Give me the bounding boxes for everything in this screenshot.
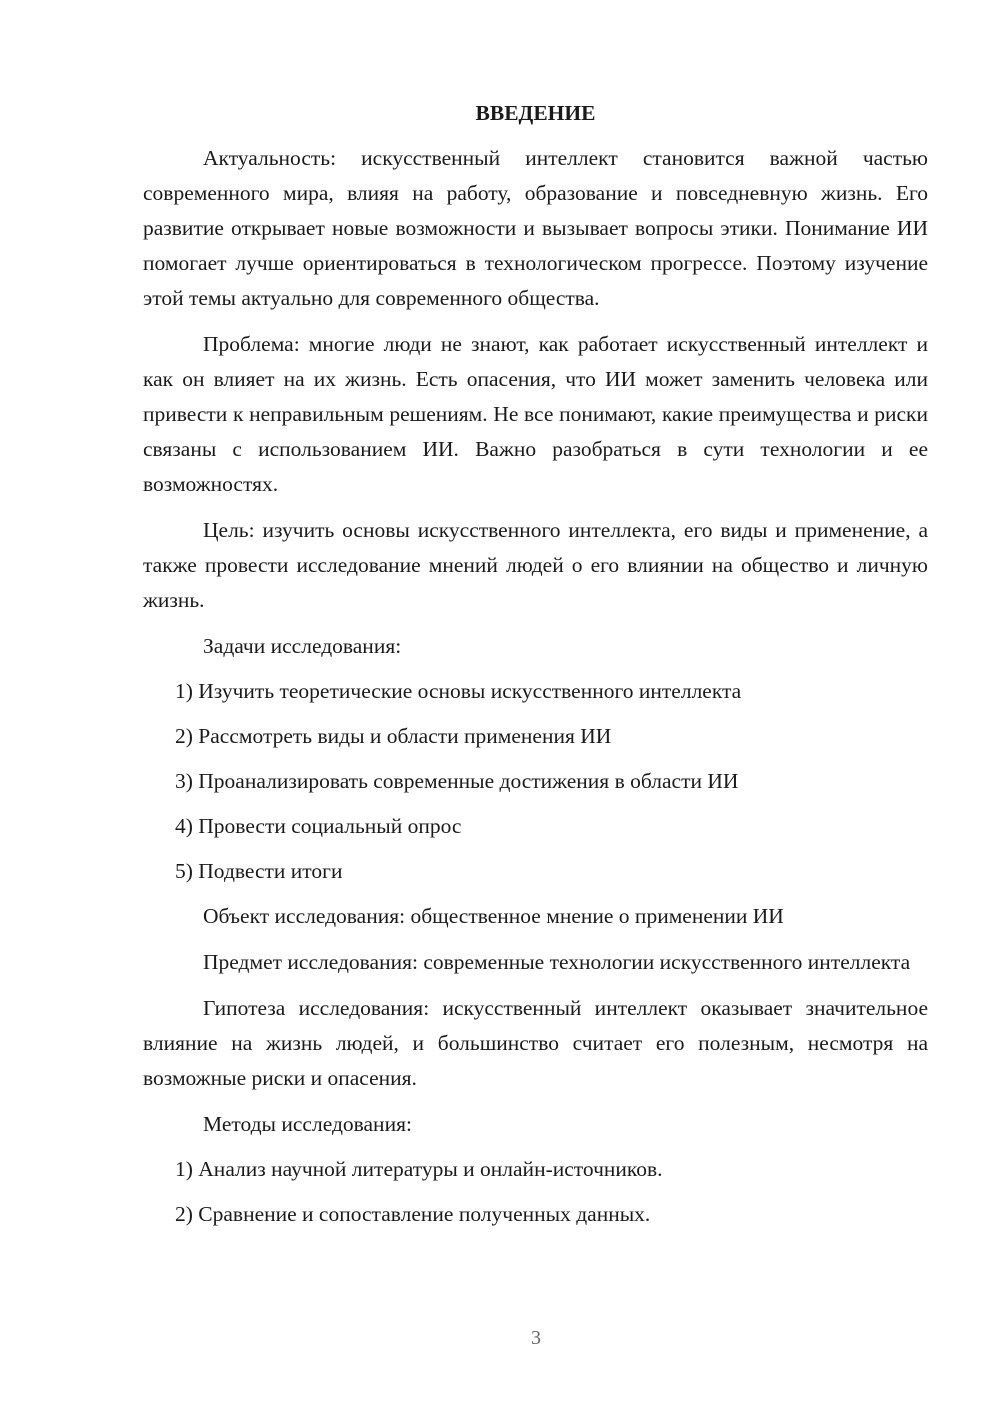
list-item: 2) Сравнение и сопоставление полученных данных. bbox=[175, 1202, 651, 1226]
section-title: ВВЕДЕНИЕ bbox=[475, 101, 596, 125]
tasks-list bbox=[143, 674, 928, 889]
list-item: 3) Проанализировать современные достижения в области ИИ bbox=[175, 769, 739, 793]
document-page bbox=[143, 96, 928, 1242]
tasks-heading: Задачи исследования: bbox=[203, 634, 402, 658]
subject-paragraph: Предмет исследования: современные технологии искусственного интеллекта bbox=[203, 950, 911, 974]
list-item: 2) Рассмотреть виды и области применения ИИ bbox=[175, 724, 612, 748]
hypothesis-paragraph: Гипотеза исследования: искусственный интеллект оказывает значительное влияние на жизнь людей, и большинство считает его полезным, несмотря на возможные риски и опасения. bbox=[143, 996, 928, 1090]
methods-heading: Методы исследования: bbox=[203, 1112, 412, 1136]
goal-paragraph: Цель: изучить основы искусственного интеллекта, его виды и применение, а также провести исследование мнений людей о его влиянии на общество и личную жизнь. bbox=[143, 518, 928, 612]
page-number: 3 bbox=[531, 1327, 541, 1349]
list-item: 5) Подвести итоги bbox=[175, 859, 343, 883]
methods-list bbox=[143, 1152, 928, 1232]
object-paragraph: Объект исследования: общественное мнение о применении ИИ bbox=[203, 904, 784, 928]
problem-paragraph: Проблема: многие люди не знают, как работает искусственный интеллект и как он влияет на их жизнь. Есть опасения, что ИИ может заменить человека или привести к неправильным решениям. Не все понимают, какие преимущества и риски связаны с использованием ИИ. Важно разобраться в сути технологии и ее возможностях. bbox=[143, 332, 928, 496]
relevance-paragraph: Актуальность: искусственный интеллект становится важной частью современного мира, влияя на работу, образование и повседневную жизнь. Его развитие открывает новые возможности и вызывает вопросы этики. Понимание ИИ помогает лучше ориентироваться в технологическом прогрессе. Поэтому изучение этой темы актуально для современного общества. bbox=[143, 146, 928, 310]
list-item: 1) Изучить теоретические основы искусственного интеллекта bbox=[175, 679, 742, 703]
list-item: 1) Анализ научной литературы и онлайн-источников. bbox=[175, 1157, 663, 1181]
list-item: 4) Провести социальный опрос bbox=[175, 814, 462, 838]
